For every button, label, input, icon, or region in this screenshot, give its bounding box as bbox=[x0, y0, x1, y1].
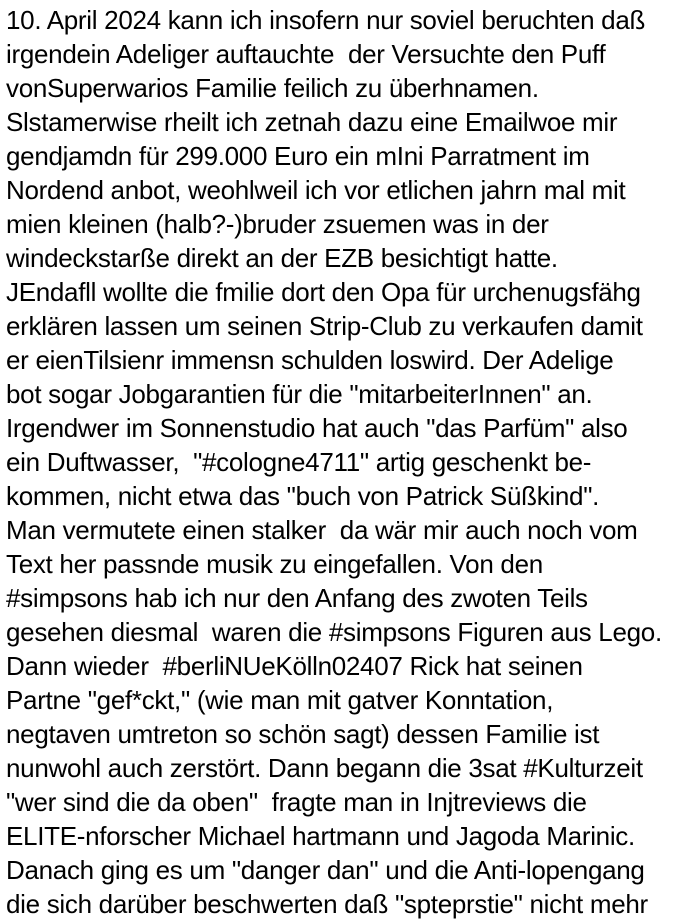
text-line: Text her passnde musik zu eingefallen. Von den bbox=[6, 549, 543, 579]
text-line: kommen, nicht etwa das "buch von Patrick Süßkind". bbox=[6, 481, 600, 511]
text-line: ein Duftwasser, "#cologne4711" artig geschenkt be- bbox=[6, 447, 592, 477]
text-line: windeckstarße direkt an der EZB besichtigt hatte. bbox=[6, 243, 558, 273]
text-line: mien kleinen (halb?-)bruder zsuemen was in der bbox=[6, 209, 549, 239]
text-line: 10. April 2024 kann ich insofern nur soviel beruchten daß bbox=[6, 5, 646, 35]
text-line: erklären lassen um seinen Strip-Club zu verkaufen damit bbox=[6, 311, 643, 341]
text-line: bot sogar Jobgarantien für die "mitarbeiterInnen" an. bbox=[6, 379, 593, 409]
text-line: negtaven umtreton so schön sagt) dessen Familie ist bbox=[6, 719, 600, 749]
text-line: Partne "gef*ckt," (wie man mit gatver Konntation, bbox=[6, 685, 554, 715]
text-line: er eienTilsienr immensn schulden loswird. Der Adelige bbox=[6, 345, 614, 375]
text-line: Man vermutete einen stalker da wär mir auch noch vom bbox=[6, 515, 638, 545]
text-line: Nordend anbot, weohlweil ich vor etlichen jahrn mal mit bbox=[6, 175, 626, 205]
text-line: gendjamdn für 299.000 Euro ein mIni Parratment im bbox=[6, 141, 590, 171]
text-line: JEndafll wollte die fmilie dort den Opa für urchenugsfähg bbox=[6, 277, 641, 307]
text-line: die sich darüber beschwerten daß "spteprstie" nicht mehr bbox=[6, 889, 648, 919]
text-line: Danach ging es um "danger dan" und die Anti-lopengang bbox=[6, 855, 645, 885]
text-line: "wer sind die da oben" fragte man in Injtreviews die bbox=[6, 787, 587, 817]
text-line: nunwohl auch zerstört. Dann begann die 3sat #Kulturzeit bbox=[6, 753, 643, 783]
text-line: Slstamerwise rheilt ich zetnah dazu eine Emailwoe mir bbox=[6, 107, 618, 137]
text-line: gesehen diesmal waren die #simpsons Figuren aus Lego. bbox=[6, 617, 662, 647]
text-line: #simpsons hab ich nur den Anfang des zwoten Teils bbox=[6, 583, 588, 613]
text-line: vonSuperwarios Familie feilich zu überhnamen. bbox=[6, 73, 539, 103]
text-line: ELITE-nforscher Michael hartmann und Jagoda Marinic. bbox=[6, 821, 635, 851]
text-line: Dann wieder #berliNUeKölln02407 Rick hat seinen bbox=[6, 651, 583, 681]
text-line: irgendein Adeliger auftauchte der Versuchte den Puff bbox=[6, 39, 606, 69]
text-line: Irgendwer im Sonnenstudio hat auch "das Parfüm" also bbox=[6, 413, 628, 443]
